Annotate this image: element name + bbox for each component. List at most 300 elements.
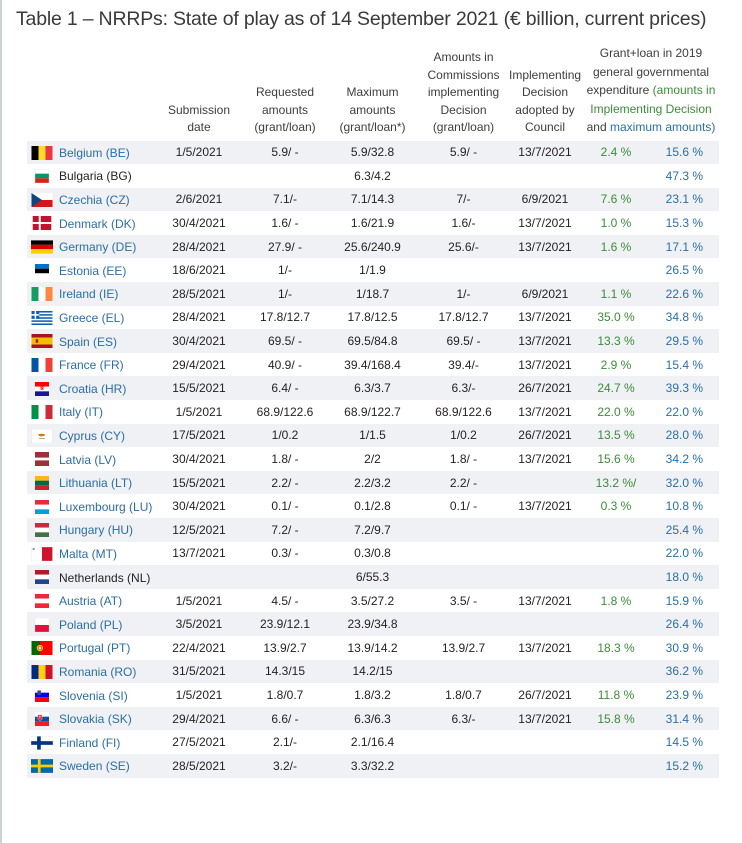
- cell-requested-amounts: 2.2/ -: [245, 471, 325, 495]
- cell-implementing-amounts: [420, 542, 507, 566]
- cell-country[interactable]: [27, 329, 153, 353]
- cell-share-maximum: 15.4 %: [649, 353, 719, 377]
- cell-submission-date: 3/5/2021: [153, 612, 245, 636]
- country-link[interactable]: Denmark (DK): [59, 216, 136, 231]
- cell-submission-date: 2/6/2021: [153, 188, 245, 212]
- flag-pt-icon: [31, 641, 53, 655]
- country-link[interactable]: Finland (FI): [59, 735, 121, 750]
- cell-maximum-amounts: 6/55.3: [325, 565, 420, 589]
- cell-maximum-amounts: 2.2/3.2: [325, 471, 420, 495]
- cell-maximum-amounts: 6.3/3.7: [325, 376, 420, 400]
- cell-share-maximum: 23.9 %: [649, 683, 719, 707]
- cell-decision-adopted: [507, 730, 583, 754]
- cell-decision-adopted: 13/7/2021: [507, 329, 583, 353]
- cell-implementing-amounts: [420, 258, 507, 282]
- cell-implementing-amounts: 1/-: [420, 282, 507, 306]
- table-row: [27, 636, 719, 660]
- table-row: [27, 447, 719, 471]
- cell-submission-date: 30/4/2021: [153, 447, 245, 471]
- cell-decision-adopted: 13/7/2021: [507, 235, 583, 259]
- table-row: [27, 306, 719, 330]
- country-link[interactable]: Latvia (LV): [59, 452, 117, 467]
- cell-decision-adopted: 13/7/2021: [507, 636, 583, 660]
- cell-requested-amounts: 7.1/-: [245, 188, 325, 212]
- cell-submission-date: 13/7/2021: [153, 542, 245, 566]
- table-row: [27, 188, 719, 212]
- cell-share-maximum: 34.8 %: [649, 306, 719, 330]
- cell-share-implementing: [583, 612, 649, 636]
- country-link[interactable]: Malta (MT): [59, 546, 117, 561]
- country-link[interactable]: Estonia (EE): [59, 263, 127, 278]
- table-row: [27, 329, 719, 353]
- table-row: [27, 589, 719, 613]
- cell-submission-date: 28/4/2021: [153, 306, 245, 330]
- table-row: [27, 612, 719, 636]
- cell-decision-adopted: [507, 612, 583, 636]
- cell-implementing-amounts: [420, 730, 507, 754]
- country-link[interactable]: Italy (IT): [59, 405, 103, 420]
- flag-bg-icon: [31, 169, 53, 183]
- cell-country: [27, 164, 153, 188]
- header-gdp-share-max: maximum amounts): [610, 120, 716, 134]
- flag-nl-icon: [31, 570, 53, 584]
- cell-requested-amounts: 68.9/122.6: [245, 400, 325, 424]
- cell-share-maximum: 14.5 %: [649, 730, 719, 754]
- cell-submission-date: 29/4/2021: [153, 353, 245, 377]
- flag-fi-icon: [31, 736, 53, 750]
- cell-maximum-amounts: 7.2/9.7: [325, 518, 420, 542]
- cell-decision-adopted: [507, 258, 583, 282]
- cell-share-implementing: 13.3 %: [583, 329, 649, 353]
- cell-country[interactable]: [27, 353, 153, 377]
- cell-requested-amounts: 17.8/12.7: [245, 306, 325, 330]
- cell-requested-amounts: 6.4/ -: [245, 376, 325, 400]
- cell-requested-amounts: [245, 565, 325, 589]
- country-link[interactable]: Ireland (IE): [59, 287, 119, 302]
- table-row: [27, 353, 719, 377]
- cell-share-maximum: 22.0 %: [649, 400, 719, 424]
- country-link[interactable]: Slovenia (SI): [59, 688, 128, 703]
- cell-decision-adopted: [507, 542, 583, 566]
- cell-share-implementing: 15.8 %: [583, 707, 649, 731]
- flag-ie-icon: [31, 287, 53, 301]
- cell-decision-adopted: 13/7/2021: [507, 211, 583, 235]
- table-row: [27, 141, 719, 165]
- cell-implementing-amounts: 68.9/122.6: [420, 400, 507, 424]
- table-caption: Table 1 – NRRPs: State of play as of 14 September 2021 (€ billion, current prices): [16, 8, 707, 30]
- cell-submission-date: 28/5/2021: [153, 754, 245, 778]
- flag-at-icon: [31, 594, 53, 608]
- cell-decision-adopted: 13/7/2021: [507, 447, 583, 471]
- cell-submission-date: 28/5/2021: [153, 282, 245, 306]
- cell-share-implementing: 35.0 %: [583, 306, 649, 330]
- nrrp-table: [27, 44, 719, 778]
- flag-lt-icon: [31, 476, 53, 490]
- cell-country[interactable]: [27, 707, 153, 731]
- table-body: [27, 141, 719, 778]
- cell-submission-date: 15/5/2021: [153, 376, 245, 400]
- cell-implementing-amounts: 6.3/-: [420, 707, 507, 731]
- cell-implementing-amounts: 0.1/ -: [420, 494, 507, 518]
- cell-maximum-amounts: 7.1/14.3: [325, 188, 420, 212]
- flag-de-icon: [31, 240, 53, 254]
- cell-submission-date: 31/5/2021: [153, 660, 245, 684]
- cell-share-implementing: [583, 164, 649, 188]
- flag-cy-icon: [31, 429, 53, 443]
- country-link[interactable]: Croatia (HR): [59, 381, 127, 396]
- cell-decision-adopted: 6/9/2021: [507, 282, 583, 306]
- flag-pl-icon: [31, 618, 53, 632]
- cell-share-maximum: 22.6 %: [649, 282, 719, 306]
- cell-requested-amounts: 1/-: [245, 258, 325, 282]
- cell-country[interactable]: [27, 518, 153, 542]
- cell-requested-amounts: 1/0.2: [245, 424, 325, 448]
- cell-requested-amounts: 23.9/12.1: [245, 612, 325, 636]
- cell-decision-adopted: 26/7/2021: [507, 424, 583, 448]
- cell-implementing-amounts: 39.4/-: [420, 353, 507, 377]
- header-gdp-share-title: Grant+loan in 2019 general governmental expenditure: [586, 46, 710, 97]
- cell-maximum-amounts: 69.5/84.8: [325, 329, 420, 353]
- cell-share-maximum: 15.2 %: [649, 754, 719, 778]
- cell-decision-adopted: [507, 565, 583, 589]
- cell-country[interactable]: [27, 400, 153, 424]
- header-gdp-share-impl: (amounts in Implementing Decision: [590, 83, 716, 116]
- cell-submission-date: 22/4/2021: [153, 636, 245, 660]
- cell-share-maximum: 15.6 %: [649, 141, 719, 165]
- table-row: [27, 707, 719, 731]
- cell-decision-adopted: 26/7/2021: [507, 683, 583, 707]
- cell-share-implementing: 24.7 %: [583, 376, 649, 400]
- cell-submission-date: 28/4/2021: [153, 235, 245, 259]
- country-link[interactable]: Greece (EL): [59, 310, 125, 325]
- cell-share-maximum: 10.8 %: [649, 494, 719, 518]
- cell-requested-amounts: 1.8/ -: [245, 447, 325, 471]
- header-implementing-amounts: Amounts in Commissions implementing Decision (grant/loan): [427, 50, 500, 134]
- country-link[interactable]: Poland (PL): [59, 617, 123, 632]
- cell-submission-date: 27/5/2021: [153, 730, 245, 754]
- flag-lu-icon: [31, 500, 53, 514]
- header-decision-adopted: Implementing Decision adopted by Council: [509, 67, 582, 134]
- country-link[interactable]: Portugal (PT): [59, 641, 131, 656]
- cell-submission-date: 1/5/2021: [153, 400, 245, 424]
- cell-submission-date: 18/6/2021: [153, 258, 245, 282]
- cell-share-implementing: 1.6 %: [583, 235, 649, 259]
- cell-country[interactable]: [27, 660, 153, 684]
- cell-decision-adopted: [507, 164, 583, 188]
- cell-share-maximum: 47.3 %: [649, 164, 719, 188]
- flag-dk-icon: [31, 216, 53, 230]
- cell-share-maximum: 39.3 %: [649, 376, 719, 400]
- cell-share-maximum: 22.0 %: [649, 542, 719, 566]
- country-link[interactable]: Slovakia (SK): [59, 711, 132, 726]
- cell-country[interactable]: [27, 494, 153, 518]
- country-link[interactable]: Austria (AT): [59, 593, 123, 608]
- cell-implementing-amounts: 1/0.2: [420, 424, 507, 448]
- table-row: [27, 164, 719, 188]
- cell-share-implementing: 2.4 %: [583, 141, 649, 165]
- country-link[interactable]: Germany (DE): [59, 240, 137, 255]
- cell-share-implementing: 13.5 %: [583, 424, 649, 448]
- cell-maximum-amounts: 5.9/32.8: [325, 141, 420, 165]
- cell-decision-adopted: 13/7/2021: [507, 400, 583, 424]
- header-gdp-share: [583, 44, 719, 141]
- cell-country[interactable]: [27, 612, 153, 636]
- cell-requested-amounts: 27.9/ -: [245, 235, 325, 259]
- cell-country[interactable]: [27, 306, 153, 330]
- cell-share-maximum: 18.0 %: [649, 565, 719, 589]
- flag-sk-icon: [31, 712, 53, 726]
- table-header-row: [27, 44, 719, 141]
- cell-implementing-amounts: [420, 660, 507, 684]
- cell-submission-date: 30/4/2021: [153, 211, 245, 235]
- table-row: [27, 471, 719, 495]
- cell-requested-amounts: 6.6/ -: [245, 707, 325, 731]
- cell-maximum-amounts: 3.3/32.2: [325, 754, 420, 778]
- cell-decision-adopted: [507, 660, 583, 684]
- cell-implementing-amounts: [420, 164, 507, 188]
- header-gdp-share-and: and: [586, 120, 607, 134]
- cell-implementing-amounts: 6.3/-: [420, 376, 507, 400]
- cell-country[interactable]: [27, 730, 153, 754]
- country-link[interactable]: Spain (ES): [59, 334, 118, 349]
- country-link[interactable]: Czechia (CZ): [59, 192, 130, 207]
- cell-country[interactable]: [27, 141, 153, 165]
- country-name: Netherlands (NL): [59, 570, 151, 585]
- table-row: [27, 542, 719, 566]
- cell-requested-amounts: 7.2/ -: [245, 518, 325, 542]
- cell-country[interactable]: [27, 258, 153, 282]
- cell-share-maximum: 17.1 %: [649, 235, 719, 259]
- cell-implementing-amounts: 2.2/ -: [420, 471, 507, 495]
- cell-implementing-amounts: [420, 754, 507, 778]
- cell-implementing-amounts: 1.6/-: [420, 211, 507, 235]
- cell-decision-adopted: 13/7/2021: [507, 707, 583, 731]
- cell-maximum-amounts: 1.6/21.9: [325, 211, 420, 235]
- cell-implementing-amounts: 25.6/-: [420, 235, 507, 259]
- cell-decision-adopted: 6/9/2021: [507, 188, 583, 212]
- cell-maximum-amounts: 14.2/15: [325, 660, 420, 684]
- cell-maximum-amounts: 0.3/0.8: [325, 542, 420, 566]
- cell-share-maximum: 23.1 %: [649, 188, 719, 212]
- cell-share-implementing: 1.8 %: [583, 589, 649, 613]
- cell-submission-date: 29/4/2021: [153, 707, 245, 731]
- cell-implementing-amounts: 1.8/ -: [420, 447, 507, 471]
- cell-submission-date: 30/4/2021: [153, 494, 245, 518]
- cell-country: [27, 565, 153, 589]
- cell-implementing-amounts: 7/-: [420, 188, 507, 212]
- country-link[interactable]: Cyprus (CY): [59, 428, 126, 443]
- cell-requested-amounts: 0.1/ -: [245, 494, 325, 518]
- cell-decision-adopted: [507, 754, 583, 778]
- header-maximum-amounts: Maximum amounts (grant/loan*): [339, 85, 406, 134]
- cell-country[interactable]: [27, 376, 153, 400]
- header-requested-amounts: Requested amounts (grant/loan): [254, 85, 316, 134]
- cell-requested-amounts: 69.5/ -: [245, 329, 325, 353]
- cell-share-implementing: 2.9 %: [583, 353, 649, 377]
- cell-decision-adopted: 13/7/2021: [507, 353, 583, 377]
- cell-share-implementing: 22.0 %: [583, 400, 649, 424]
- flag-mt-icon: [31, 547, 53, 561]
- table-row: [27, 235, 719, 259]
- cell-share-implementing: 1.1 %: [583, 282, 649, 306]
- flag-el-icon: [31, 311, 53, 325]
- cell-submission-date: 30/4/2021: [153, 329, 245, 353]
- cell-country[interactable]: [27, 636, 153, 660]
- table-row: [27, 683, 719, 707]
- cell-share-implementing: 18.3 %: [583, 636, 649, 660]
- cell-maximum-amounts: 6.3/4.2: [325, 164, 420, 188]
- cell-submission-date: [153, 164, 245, 188]
- flag-lv-icon: [31, 452, 53, 466]
- country-link[interactable]: Lithuania (LT): [59, 476, 133, 491]
- cell-share-implementing: [583, 565, 649, 589]
- cell-maximum-amounts: 3.5/27.2: [325, 589, 420, 613]
- country-name: Bulgaria (BG): [59, 169, 132, 184]
- cell-share-implementing: [583, 258, 649, 282]
- cell-share-implementing: [583, 730, 649, 754]
- cell-country[interactable]: [27, 447, 153, 471]
- cell-maximum-amounts: 2/2: [325, 447, 420, 471]
- cell-share-implementing: 7.6 %: [583, 188, 649, 212]
- cell-decision-adopted: 13/7/2021: [507, 589, 583, 613]
- cell-decision-adopted: 13/7/2021: [507, 306, 583, 330]
- table-row: [27, 282, 719, 306]
- cell-implementing-amounts: 5.9/ -: [420, 141, 507, 165]
- cell-share-maximum: 15.3 %: [649, 211, 719, 235]
- cell-share-maximum: 25.4 %: [649, 518, 719, 542]
- cell-country[interactable]: [27, 235, 153, 259]
- cell-decision-adopted: 26/7/2021: [507, 376, 583, 400]
- cell-share-implementing: 0.3 %: [583, 494, 649, 518]
- table-row: [27, 730, 719, 754]
- cell-decision-adopted: [507, 518, 583, 542]
- table-row: [27, 211, 719, 235]
- cell-share-maximum: 32.0 %: [649, 471, 719, 495]
- country-link[interactable]: France (FR): [59, 358, 124, 373]
- header-country: [27, 44, 153, 141]
- country-link[interactable]: Sweden (SE): [59, 759, 130, 774]
- cell-requested-amounts: 13.9/2.7: [245, 636, 325, 660]
- cell-requested-amounts: 0.3/ -: [245, 542, 325, 566]
- cell-country[interactable]: [27, 211, 153, 235]
- cell-maximum-amounts: 23.9/34.8: [325, 612, 420, 636]
- table-row: [27, 258, 719, 282]
- cell-share-implementing: [583, 660, 649, 684]
- cell-implementing-amounts: [420, 612, 507, 636]
- cell-decision-adopted: 13/7/2021: [507, 494, 583, 518]
- cell-decision-adopted: 13/7/2021: [507, 141, 583, 165]
- cell-requested-amounts: 1.8/0.7: [245, 683, 325, 707]
- cell-requested-amounts: 5.9/ -: [245, 141, 325, 165]
- cell-maximum-amounts: 17.8/12.5: [325, 306, 420, 330]
- cell-requested-amounts: [245, 164, 325, 188]
- cell-maximum-amounts: 39.4/168.4: [325, 353, 420, 377]
- page-left-rule: [0, 0, 2, 843]
- cell-share-maximum: 36.2 %: [649, 660, 719, 684]
- header-submission-date: Submission date: [167, 102, 231, 134]
- flag-cz-icon: [31, 193, 53, 207]
- cell-requested-amounts: 2.1/-: [245, 730, 325, 754]
- cell-share-implementing: [583, 754, 649, 778]
- cell-share-implementing: 11.8 %: [583, 683, 649, 707]
- cell-submission-date: 1/5/2021: [153, 683, 245, 707]
- cell-maximum-amounts: 25.6/240.9: [325, 235, 420, 259]
- table-row: [27, 424, 719, 448]
- cell-requested-amounts: 1/-: [245, 282, 325, 306]
- country-link[interactable]: Luxembourg (LU): [59, 499, 153, 514]
- cell-implementing-amounts: 1.8/0.7: [420, 683, 507, 707]
- cell-country[interactable]: [27, 471, 153, 495]
- flag-ee-icon: [31, 264, 53, 278]
- cell-maximum-amounts: 1/18.7: [325, 282, 420, 306]
- flag-hu-icon: [31, 523, 53, 537]
- flag-se-icon: [31, 759, 53, 773]
- cell-country[interactable]: [27, 424, 153, 448]
- cell-share-maximum: 26.4 %: [649, 612, 719, 636]
- cell-maximum-amounts: 6.3/6.3: [325, 707, 420, 731]
- cell-submission-date: 17/5/2021: [153, 424, 245, 448]
- nrrp-table-container: [27, 44, 719, 778]
- flag-hr-icon: [31, 382, 53, 396]
- table-row: [27, 565, 719, 589]
- table-row: [27, 754, 719, 778]
- cell-share-maximum: 15.9 %: [649, 589, 719, 613]
- cell-country[interactable]: [27, 754, 153, 778]
- cell-share-maximum: 30.9 %: [649, 636, 719, 660]
- cell-implementing-amounts: 17.8/12.7: [420, 306, 507, 330]
- cell-share-maximum: 34.2 %: [649, 447, 719, 471]
- cell-maximum-amounts: 0.1/2.8: [325, 494, 420, 518]
- country-link[interactable]: Romania (RO): [59, 664, 137, 679]
- table-row: [27, 376, 719, 400]
- cell-country[interactable]: [27, 188, 153, 212]
- cell-country[interactable]: [27, 542, 153, 566]
- flag-es-icon: [31, 334, 53, 348]
- cell-share-implementing: 15.6 %: [583, 447, 649, 471]
- cell-implementing-amounts: [420, 565, 507, 589]
- cell-maximum-amounts: 2.1/16.4: [325, 730, 420, 754]
- cell-country[interactable]: [27, 282, 153, 306]
- cell-country[interactable]: [27, 683, 153, 707]
- table-row: [27, 518, 719, 542]
- cell-decision-adopted: [507, 471, 583, 495]
- cell-implementing-amounts: 3.5/ -: [420, 589, 507, 613]
- flag-ro-icon: [31, 665, 53, 679]
- cell-share-implementing: [583, 518, 649, 542]
- country-link[interactable]: Hungary (HU): [59, 523, 134, 538]
- table-row: [27, 400, 719, 424]
- cell-submission-date: 1/5/2021: [153, 141, 245, 165]
- cell-requested-amounts: 14.3/15: [245, 660, 325, 684]
- cell-maximum-amounts: 68.9/122.7: [325, 400, 420, 424]
- flag-be-icon: [31, 146, 53, 160]
- cell-submission-date: 12/5/2021: [153, 518, 245, 542]
- cell-maximum-amounts: 1/1.5: [325, 424, 420, 448]
- cell-share-implementing: 13.2 %/: [583, 471, 649, 495]
- cell-implementing-amounts: 13.9/2.7: [420, 636, 507, 660]
- cell-requested-amounts: 40.9/ -: [245, 353, 325, 377]
- country-link[interactable]: Belgium (BE): [59, 145, 130, 160]
- cell-maximum-amounts: 13.9/14.2: [325, 636, 420, 660]
- table-row: [27, 660, 719, 684]
- flag-fr-icon: [31, 358, 53, 372]
- cell-share-maximum: 26.5 %: [649, 258, 719, 282]
- cell-requested-amounts: 3.2/-: [245, 754, 325, 778]
- cell-requested-amounts: 1.6/ -: [245, 211, 325, 235]
- cell-implementing-amounts: 69.5/ -: [420, 329, 507, 353]
- cell-country[interactable]: [27, 589, 153, 613]
- cell-submission-date: [153, 565, 245, 589]
